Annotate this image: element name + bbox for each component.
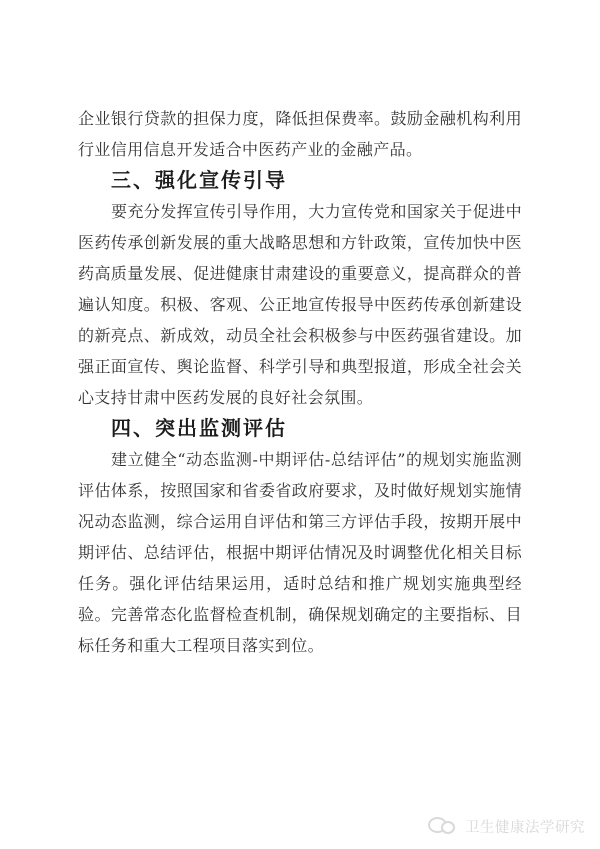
wechat-chat-bubbles-icon xyxy=(428,814,458,838)
paragraph-intro-continuation: 企业银行贷款的担保力度，降低担保费率。鼓励金融机构利用行业信用信息开发适合中医药产业的金融产品。 xyxy=(78,109,522,159)
section-3-paragraph: 要充分发挥宣传引导作用，大力宣传党和国家关于促进中医药传承创新发展的重大战略思想和方针政策，宣传加快中医药高质量发展、促进健康甘肃建设的重要意义，提高群众的普遍认知度。积极、客观、公正地宣传报导中医药传承创新建设的新亮点、新成效，动员全社会积极参与中医药强省建设。加强正面宣传、舆论监督、科学引导和典型报道，形成全社会关心支持甘肃中医药发展的良好社会氛围。 xyxy=(78,202,522,407)
section-4-paragraph: 建立健全“动态监测-中期评估-总结评估”的规划实施监测评估体系，按照国家和省委省政府要求，及时做好规划实施情况动态监测，综合运用自评估和第三方评估手段，按期开展中期评估、总结评估，根据中期评估情况及时调整优化相关目标任务。强化评估结果运用，适时总结和推广规划实施典型经验。完善常态化监督检查机制，确保规划确定的主要指标、目标任务和重大工程项目落实到位。 xyxy=(78,450,522,655)
watermark-text: 卫生健康法学研究 xyxy=(465,819,585,836)
document-body xyxy=(78,103,522,661)
section-4-heading: 四、突出监测评估 xyxy=(111,416,287,440)
chat-bubble-small xyxy=(441,821,455,834)
wechat-account-watermark xyxy=(428,814,585,838)
section-3-heading: 三、强化宣传引导 xyxy=(111,168,287,192)
